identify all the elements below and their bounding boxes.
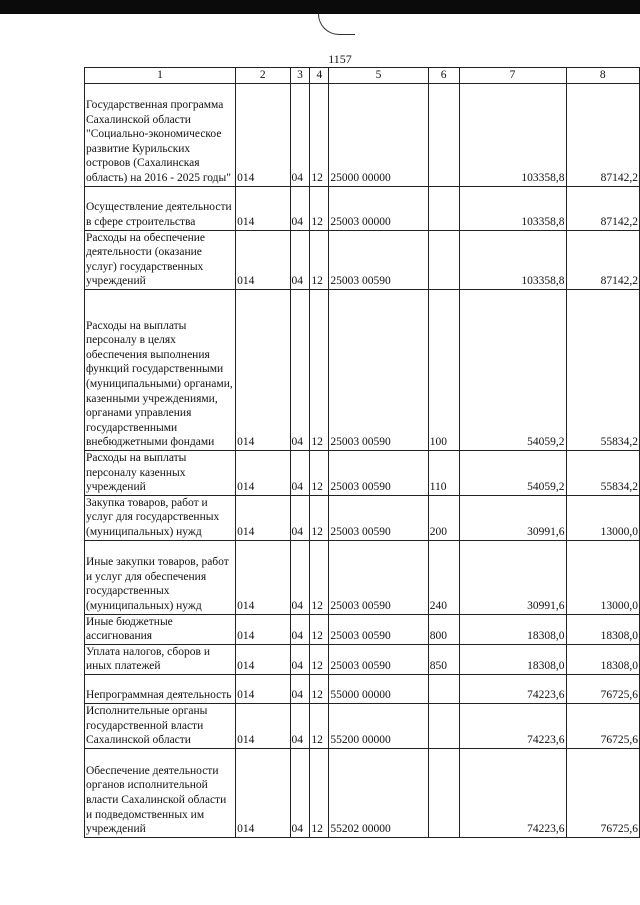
code-subsection: 12	[310, 289, 329, 450]
amount-year2: 87142,2	[566, 230, 639, 289]
code-target: 55202 00000	[329, 748, 428, 837]
table-row	[85, 748, 640, 837]
row-name: Осуществление деятельности в сфере строительства	[85, 186, 236, 230]
amount-year1: 74223,6	[459, 703, 566, 748]
amount-year2: 18308,0	[566, 614, 639, 644]
code-subsection: 12	[310, 703, 329, 748]
code-chapter: 014	[236, 83, 290, 186]
code-subsection: 12	[310, 674, 329, 703]
code-section: 04	[290, 289, 310, 450]
code-subsection: 12	[310, 614, 329, 644]
amount-year1: 74223,6	[459, 748, 566, 837]
page-number: 1157	[328, 52, 352, 66]
code-target: 55200 00000	[329, 703, 428, 748]
column-header: 6	[428, 68, 459, 84]
code-target: 25003 00590	[329, 540, 428, 614]
column-header: 2	[236, 68, 290, 84]
amount-year1: 103358,8	[459, 186, 566, 230]
code-target: 25003 00590	[329, 230, 428, 289]
amount-year2: 76725,6	[566, 703, 639, 748]
code-subsection: 12	[310, 83, 329, 186]
code-target: 25003 00590	[329, 450, 428, 495]
table-row	[85, 703, 640, 748]
code-chapter: 014	[236, 540, 290, 614]
code-section: 04	[290, 495, 310, 540]
code-chapter: 014	[236, 450, 290, 495]
code-chapter: 014	[236, 495, 290, 540]
code-expense-type: 110	[428, 450, 459, 495]
row-name: Расходы на выплаты персоналу казенных учреждений	[85, 450, 236, 495]
amount-year2: 55834,2	[566, 450, 639, 495]
code-expense-type: 800	[428, 614, 459, 644]
table-row	[85, 495, 640, 540]
code-section: 04	[290, 83, 310, 186]
code-chapter: 014	[236, 289, 290, 450]
table-row	[85, 186, 640, 230]
amount-year1: 103358,8	[459, 83, 566, 186]
column-header: 3	[290, 68, 310, 84]
amount-year2: 18308,0	[566, 644, 639, 674]
table-row	[85, 674, 640, 703]
amount-year1: 30991,6	[459, 540, 566, 614]
code-chapter: 014	[236, 748, 290, 837]
code-expense-type: 100	[428, 289, 459, 450]
amount-year1: 54059,2	[459, 450, 566, 495]
code-target: 25003 00590	[329, 614, 428, 644]
table-row	[85, 540, 640, 614]
amount-year2: 13000,0	[566, 495, 639, 540]
code-target: 25000 00000	[329, 83, 428, 186]
amount-year2: 13000,0	[566, 540, 639, 614]
amount-year2: 55834,2	[566, 289, 639, 450]
code-target: 25003 00000	[329, 186, 428, 230]
code-expense-type	[428, 186, 459, 230]
amount-year1: 30991,6	[459, 495, 566, 540]
column-header: 7	[459, 68, 566, 84]
code-subsection: 12	[310, 450, 329, 495]
code-expense-type: 200	[428, 495, 459, 540]
amount-year2: 76725,6	[566, 748, 639, 837]
code-section: 04	[290, 450, 310, 495]
row-name: Расходы на выплаты персоналу в целях обеспечения выполнения функций государственными (муниципальными) органами, казенными учреждениями, органами управления государственными внебюджетными фондами	[85, 289, 236, 450]
amount-year1: 54059,2	[459, 289, 566, 450]
code-expense-type: 240	[428, 540, 459, 614]
code-subsection: 12	[310, 748, 329, 837]
code-expense-type	[428, 83, 459, 186]
table-row	[85, 644, 640, 674]
row-name: Исполнительные органы государственной власти Сахалинской области	[85, 703, 236, 748]
code-chapter: 014	[236, 186, 290, 230]
code-chapter: 014	[236, 703, 290, 748]
table-row	[85, 230, 640, 289]
table-row	[85, 83, 640, 186]
row-name: Расходы на обеспечение деятельности (оказание услуг) государственных учреждений	[85, 230, 236, 289]
amount-year2: 87142,2	[566, 83, 639, 186]
code-subsection: 12	[310, 540, 329, 614]
row-name: Непрограммная деятельность	[85, 674, 236, 703]
code-section: 04	[290, 186, 310, 230]
amount-year2: 76725,6	[566, 674, 639, 703]
code-subsection: 12	[310, 186, 329, 230]
code-expense-type: 850	[428, 644, 459, 674]
code-chapter: 014	[236, 230, 290, 289]
budget-table	[84, 67, 640, 838]
code-target: 25003 00590	[329, 289, 428, 450]
row-name: Иные закупки товаров, работ и услуг для обеспечения государственных (муниципальных) нужд	[85, 540, 236, 614]
code-chapter: 014	[236, 644, 290, 674]
row-name: Уплата налогов, сборов и иных платежей	[85, 644, 236, 674]
amount-year1: 103358,8	[459, 230, 566, 289]
code-target: 25003 00590	[329, 644, 428, 674]
code-expense-type	[428, 230, 459, 289]
row-name: Иные бюджетные ассигнования	[85, 614, 236, 644]
code-expense-type	[428, 748, 459, 837]
code-target: 55000 00000	[329, 674, 428, 703]
column-header: 4	[310, 68, 329, 84]
code-expense-type	[428, 674, 459, 703]
code-expense-type	[428, 703, 459, 748]
row-name: Обеспечение деятельности органов исполнительной власти Сахалинской области и подведомственных им учреждений	[85, 748, 236, 837]
code-section: 04	[290, 644, 310, 674]
table-row	[85, 289, 640, 450]
code-chapter: 014	[236, 614, 290, 644]
scan-top-edge	[0, 0, 640, 14]
code-subsection: 12	[310, 495, 329, 540]
code-chapter: 014	[236, 674, 290, 703]
column-header: 8	[566, 68, 639, 84]
code-section: 04	[290, 748, 310, 837]
row-name: Государственная программа Сахалинской области "Социально-экономическое развитие Курильских островов (Сахалинская область) на 2016 - 2025 годы"	[85, 83, 236, 186]
code-section: 04	[290, 674, 310, 703]
code-section: 04	[290, 230, 310, 289]
code-subsection: 12	[310, 230, 329, 289]
code-section: 04	[290, 614, 310, 644]
column-header: 1	[85, 68, 236, 84]
table-row	[85, 614, 640, 644]
code-section: 04	[290, 540, 310, 614]
amount-year1: 74223,6	[459, 674, 566, 703]
table-row	[85, 450, 640, 495]
column-header: 5	[329, 68, 428, 84]
row-name: Закупка товаров, работ и услуг для государственных (муниципальных) нужд	[85, 495, 236, 540]
amount-year2: 87142,2	[566, 186, 639, 230]
code-target: 25003 00590	[329, 495, 428, 540]
amount-year1: 18308,0	[459, 644, 566, 674]
code-section: 04	[290, 703, 310, 748]
amount-year1: 18308,0	[459, 614, 566, 644]
header-row	[85, 68, 640, 84]
code-subsection: 12	[310, 644, 329, 674]
scan-mark	[318, 14, 355, 35]
